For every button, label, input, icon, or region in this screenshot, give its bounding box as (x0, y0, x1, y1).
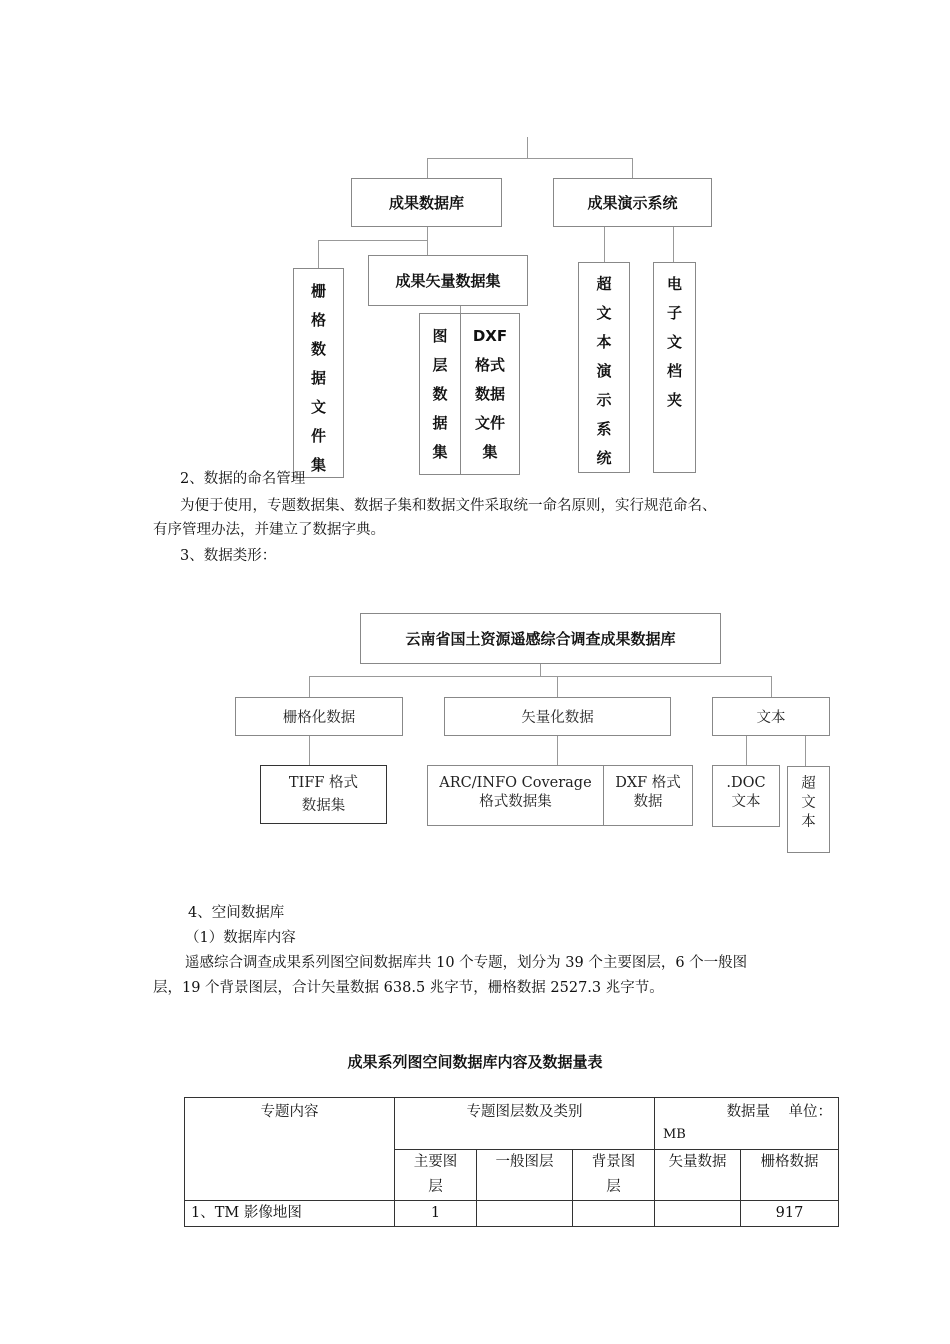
section-2-title: 2、数据的命名管理 (180, 471, 306, 487)
results-demo-system-label: 成果演示系统 (587, 194, 678, 212)
cell-main: 1 (395, 1201, 477, 1227)
connector (632, 158, 633, 178)
connector (318, 240, 427, 241)
connector (673, 227, 674, 262)
data-volume-table (184, 1097, 839, 1227)
section-4-subtitle: （1）数据库内容 (185, 930, 296, 946)
cell-vec (655, 1201, 741, 1227)
arcinfo-dataset-box (427, 765, 604, 826)
header-topic: 专题内容 (185, 1098, 395, 1201)
cell-general (477, 1201, 573, 1227)
dxf-file-set-box (460, 313, 520, 475)
connector (309, 676, 310, 697)
section-2-line-1: 为便于使用，专题数据集、数据子集和数据文件采取统一命名原则，实行规范命名、 (180, 498, 717, 514)
electronic-folder-box (653, 262, 696, 473)
connector (805, 736, 806, 766)
raster-file-set-label: 栅 格 数 据 文 件 集 (310, 282, 326, 474)
header-volume (655, 1098, 839, 1150)
table-row (185, 1201, 839, 1227)
results-demo-system-box (553, 178, 712, 227)
connector (540, 664, 541, 676)
connector (427, 158, 632, 159)
yunnan-database-label: 云南省国土资源遥感综合调查成果数据库 (405, 630, 676, 648)
table-caption: 成果系列图空间数据库内容及数据量表 (347, 1053, 603, 1071)
header-vector-data: 矢量数据 (655, 1150, 741, 1201)
header-main-layers: 主要图 层 (395, 1150, 477, 1201)
results-database-box (351, 178, 502, 227)
connector (604, 227, 605, 262)
header-layers: 专题图层数及类别 (395, 1098, 655, 1150)
dxf-file-set-label: DXF 格式 数据 文件 集 (472, 327, 508, 461)
doc-text-label: .DOC 文本 (726, 775, 766, 810)
cell-topic: 1、TM 影像地图 (185, 1201, 395, 1227)
layer-dataset-box (419, 313, 461, 475)
cell-bg (573, 1201, 655, 1227)
text-data-label: 文本 (756, 710, 786, 726)
vector-data-box (444, 697, 671, 736)
doc-text-box (712, 765, 780, 827)
vector-dataset-label: 成果矢量数据集 (395, 272, 501, 290)
connector (557, 736, 558, 765)
section-4-line-1: 遥感综合调查成果系列图空间数据库共 10 个专题，划分为 39 个主要图层，6 个一般图 (185, 955, 748, 971)
hypertext-box (787, 766, 830, 853)
layer-dataset-label: 图 层 数 据 集 (432, 327, 448, 461)
section-4-title: 4、空间数据库 (188, 905, 285, 921)
tiff-dataset-label: TIFF 格式 数据集 (288, 774, 359, 814)
dxf-data-box (603, 765, 693, 826)
text-data-box (712, 697, 830, 736)
connector (318, 240, 319, 268)
yunnan-database-box (360, 613, 721, 664)
arcinfo-dataset-label: ARC/INFO Coverage 格式数据集 (439, 775, 592, 810)
hypertext-label: 超 文 本 (801, 776, 816, 830)
vector-dataset-box (368, 255, 528, 306)
vector-data-label: 矢量化数据 (521, 710, 594, 726)
connector (427, 158, 428, 178)
connector (771, 676, 772, 697)
header-raster-data: 栅格数据 (741, 1150, 839, 1201)
connector (427, 240, 428, 255)
connector (309, 736, 310, 765)
tiff-dataset-box (260, 765, 387, 824)
raster-file-set-box (293, 268, 344, 478)
header-background-layers: 背景图 层 (573, 1150, 655, 1201)
raster-data-label: 栅格化数据 (282, 710, 356, 726)
header-general-layers: 一般图层 (477, 1150, 573, 1201)
dxf-data-label: DXF 格式 数据 (615, 775, 681, 810)
electronic-folder-label: 电 子 文 档 夹 (666, 275, 682, 409)
connector (746, 736, 747, 765)
hypertext-demo-box (578, 262, 630, 473)
hypertext-demo-label: 超 文 本 演 示 系 统 (596, 275, 612, 467)
section-3-title: 3、数据类形： (180, 548, 277, 564)
section-2-line-2: 有序管理办法，并建立了数据字典。 (153, 522, 385, 538)
results-database-label: 成果数据库 (388, 194, 464, 212)
section-4-line-2: 层，19 个背景图层，合计矢量数据 638.5 兆字节，栅格数据 2527.3 兆字节。 (153, 980, 664, 996)
connector (557, 676, 558, 697)
header-volume-text: 数据量 单位： (726, 1104, 832, 1120)
raster-data-box (235, 697, 403, 736)
cell-ras: 917 (741, 1201, 839, 1227)
connector (527, 137, 528, 158)
header-unit-text: MB (663, 1127, 686, 1142)
connector (460, 306, 461, 313)
connector (309, 676, 771, 677)
connector (427, 227, 428, 240)
